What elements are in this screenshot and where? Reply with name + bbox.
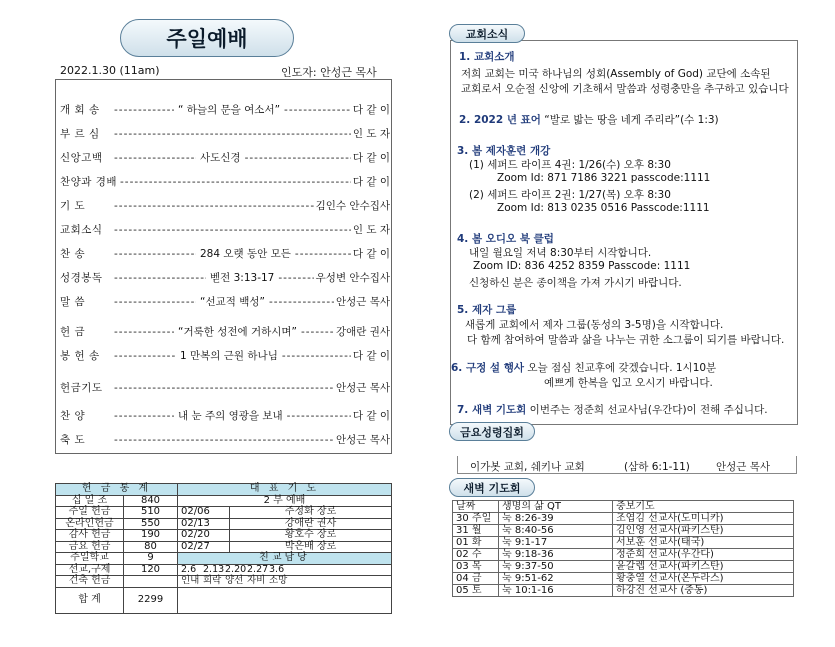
offering-value: 840 [124,495,178,507]
empty-cell [178,587,392,613]
table-row [56,576,392,588]
table-row [56,541,392,553]
fellowship-dates [178,564,392,576]
prayer-name: 주정화 장로 [230,507,392,519]
order-item-person: 인 도 자 [352,128,390,140]
news-inline: 오늘 점심 친교후에 갖겠습니다. 1시10분 [527,362,717,374]
intercession-cell: 서보훈 선교사(태국) [613,537,794,549]
fellowship-date: 2.13 [203,563,225,575]
order-item-name: 교회소식 [60,224,103,236]
prayer-name: 2 부 예배 [178,495,392,507]
offering-label: 감사 헌금 [56,530,124,542]
order-row [60,432,390,447]
offering-total-value: 2299 [124,587,178,613]
order-item-name: 찬양과 경배 [60,176,118,188]
qt-cell: 눅 9:51-62 [499,573,613,585]
prayer-date: 02/20 [178,530,230,542]
intercession-cell: 정준희 선교사(우간다) [613,549,794,561]
news-line: Zoom ID: 836 4252 8359 Passcode: 1111 [473,260,691,272]
news-line: 다 함께 참여하여 말씀과 삶을 나누는 귀한 소그룹이 되기를 바랍니다. [467,334,785,346]
church-news-box [450,40,798,425]
offering-value: 190 [124,530,178,542]
order-row [60,174,390,189]
worship-title: 주일예배 [120,19,294,57]
intercession-cell: 조엽김 선교사(도미니카) [613,513,794,525]
order-item-detail: “거룩한 성전에 거하시며” [178,326,297,338]
order-row [60,380,390,395]
order-item-person: 다 같 이 [352,176,390,188]
news-line: (1) 세퍼드 라이프 4권: 1/26(수) 오후 8:30 [469,159,671,171]
column-header: 날짜 [453,501,499,513]
prayer-header: 대 표 기 도 [178,484,392,496]
offering-label: 주일학교 [56,553,124,565]
order-item-name: 기 도 [60,200,86,212]
table-header-row [453,501,794,513]
friday-meeting-box [457,456,797,474]
fellowship-group: 소망 [269,575,288,586]
prayer-name: 황호수 장로 [230,530,392,542]
friday-title: 금요성령집회 [449,422,535,441]
prayer-date: 02/13 [178,518,230,530]
friday-place: 이가봇 교회, 쉐키나 교회 [470,461,585,473]
table-row [56,507,392,519]
service-date: 2022.1.30 (11am) [60,64,160,77]
day-cell: 01 화 [453,537,499,549]
prayer-date: 02/27 [178,541,230,553]
fellowship-group: 희락 [203,575,222,586]
news-heading: 2. 2022 년 표어 [459,114,541,126]
table-row [453,525,794,537]
offering-label: 십 일 조 [56,495,124,507]
order-item-detail: 내 눈 주의 영광을 보내 [178,410,283,422]
news-line: (2) 세퍼드 라이프 2권: 1/27(목) 오후 8:30 [469,189,671,201]
dawn-prayer-table [452,500,794,597]
order-row [60,150,390,165]
offering-value: 80 [124,541,178,553]
order-item-person: 김인수 안수집사 [315,200,390,212]
fellowship-date: 3.6 [269,563,285,575]
offering-value: 510 [124,507,178,519]
order-item-name: 헌금기도 [60,382,103,394]
news-heading: 4. 봄 오디오 북 클럽 [457,233,554,245]
order-item-name: 부 르 심 [60,128,100,140]
order-row [60,294,390,309]
qt-cell: 눅 8:40-56 [499,525,613,537]
offering-label: 금요 헌금 [56,541,124,553]
news-line: 교회로서 오순절 신앙에 기초해서 말씀과 성령충만을 추구하고 있습니다 [461,83,789,95]
order-item-person: 다 같 이 [352,350,390,362]
order-item-name: 축 도 [60,434,86,446]
news-item [451,360,716,375]
table-row [56,518,392,530]
order-item-person: 인 도 자 [352,224,390,236]
day-cell: 04 금 [453,573,499,585]
table-row [453,585,794,597]
order-item-person: 다 같 이 [352,410,390,422]
order-item-person: 안성근 목사 [335,382,390,394]
order-row [60,102,390,117]
offering-label: 주일 헌금 [56,507,124,519]
intercession-cell: 하강진 선교사 (중동) [613,585,794,597]
intercession-cell: 윤갈렙 선교사(파키스탄) [613,561,794,573]
news-heading: 7. 새벽 기도회 [457,404,527,416]
news-heading: 6. 구정 설 행사 [451,362,524,374]
service-leader: 인도자: 안성근 목사 [281,66,377,79]
offering-and-prayer-table [55,483,392,614]
order-row [60,348,390,363]
order-item-name: 개 회 송 [60,104,100,116]
news-line: 예쁘게 한복을 입고 오시기 바랍니다. [544,377,713,389]
table-row [453,561,794,573]
order-item-person: 다 같 이 [352,152,390,164]
order-item-person: 안성근 목사 [335,296,390,308]
order-row [60,198,390,213]
order-of-service [55,79,392,454]
news-line: Zoom Id: 871 7186 3221 passcode:1111 [497,172,711,184]
friday-speaker: 안성근 목사 [716,461,771,473]
offering-value [124,576,178,588]
column-header: 중보기도 [613,501,794,513]
fellowship-group: 인내 [181,575,200,586]
news-line: 새롭게 교회에서 제자 그룹(동성의 3-5명)을 시작합니다. [465,319,724,331]
news-item [459,112,719,127]
table-row [56,495,392,507]
friday-verse: (삼하 6:1-11) [624,461,690,473]
fellowship-date: 2.6 [181,563,197,575]
news-heading: 1. 교회소개 [459,51,515,63]
qt-cell: 눅 9:1-17 [499,537,613,549]
table-row [56,564,392,576]
order-item-detail: 벧전 3:13-17 [210,272,275,284]
order-item-detail: 1 만복의 근원 하나님 [180,350,278,362]
qt-cell: 눅 10:1-16 [499,585,613,597]
table-row [56,587,392,613]
fellowship-group: 양선 [225,575,244,586]
order-item-person: 강애란 권사 [335,326,390,338]
table-row [56,553,392,565]
fellowship-date: 2.20 [225,563,247,575]
news-line: 내일 월요일 저녁 8:30부터 시작합니다. [469,247,652,259]
offering-value: 9 [124,553,178,565]
order-row [60,408,390,423]
order-item-name: 찬 송 [60,248,86,260]
fellowship-header: 친교담당 [178,553,392,565]
order-row [60,246,390,261]
qt-cell: 눅 9:18-36 [499,549,613,561]
day-cell: 03 목 [453,561,499,573]
order-item-detail: 284 오랫 동안 모든 [200,248,291,260]
qt-cell: 눅 8:26-39 [499,513,613,525]
offering-total-label: 합 계 [56,587,124,613]
intercession-cell: 김인영 선교사(파키스탄) [613,525,794,537]
news-line: 신청하신 분은 종이책을 가져 가시기 바랍니다. [469,277,682,289]
qt-cell: 눅 9:37-50 [499,561,613,573]
day-cell: 02 수 [453,549,499,561]
table-row [56,530,392,542]
order-item-name: 신앙고백 [60,152,103,164]
fellowship-groups [178,576,392,588]
order-row [60,324,390,339]
day-cell: 30 주일 [453,513,499,525]
fellowship-date: 2.27 [247,563,269,575]
news-inline: “발로 밟는 땅을 네게 주리라”(수 1:3) [544,114,719,126]
prayer-date: 02/06 [178,507,230,519]
order-item-detail: “ 하늘의 문을 여소서” [178,104,281,116]
order-item-person: 다 같 이 [352,248,390,260]
offering-label: 건축 헌금 [56,576,124,588]
table-row [453,513,794,525]
offering-stats-header: 헌 금 통 계 [56,484,178,496]
offering-value: 120 [124,564,178,576]
table-row [453,573,794,585]
news-line: Zoom Id: 813 0235 0516 Passcode:1111 [497,202,710,214]
order-item-name: 성경봉독 [60,272,103,284]
order-item-person: 우성변 안수집사 [315,272,390,284]
table-row [453,549,794,561]
order-item-detail: 사도신경 [200,152,241,164]
order-item-person: 안성근 목사 [335,434,390,446]
order-item-name: 말 씀 [60,296,86,308]
fellowship-group: 자비 [247,575,266,586]
offering-label: 선교,구제 [56,564,124,576]
order-item-person: 다 같 이 [352,104,390,116]
order-row [60,222,390,237]
order-row [60,270,390,285]
order-row [60,126,390,141]
offering-value: 550 [124,518,178,530]
order-item-name: 봉 헌 송 [60,350,100,362]
intercession-cell: 황충열 선교사(온두라스) [613,573,794,585]
prayer-name: 강애란 권사 [230,518,392,530]
order-item-name: 찬 양 [60,410,86,422]
offering-label: 온라인헌금 [56,518,124,530]
column-header: 생명의 삶 QT [499,501,613,513]
day-cell: 31 월 [453,525,499,537]
dawn-prayer-title: 새벽 기도회 [449,478,535,497]
news-line: 저희 교회는 미국 하나님의 성회(Assembly of God) 교단에 소속된 [461,68,771,80]
news-item [457,402,768,417]
day-cell: 05 토 [453,585,499,597]
news-inline: 이번주는 정준희 선교사님(우간다)이 전해 주십니다. [529,404,768,416]
prayer-name: 박은배 장로 [230,541,392,553]
table-row [453,537,794,549]
news-heading: 5. 제자 그룹 [457,304,517,316]
order-item-detail: “선교적 백성” [200,296,265,308]
news-heading: 3. 봄 제자훈련 개강 [457,145,551,157]
news-title: 교회소식 [449,24,525,43]
order-item-name: 헌 금 [60,326,86,338]
